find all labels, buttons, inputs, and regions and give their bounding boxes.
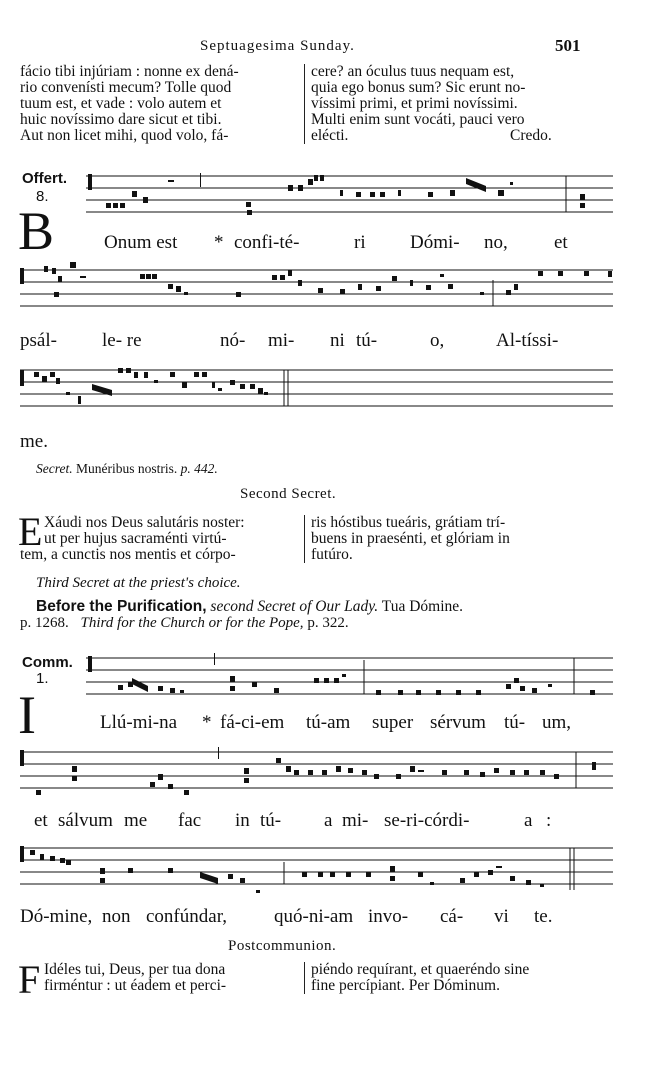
postcommunion-initial: F — [18, 957, 41, 1002]
lyric-asterisk: * — [202, 712, 212, 733]
lyric-syllable: quó-ni-am — [274, 906, 354, 927]
chant-staff-offertory-1 — [18, 170, 618, 230]
lyric-syllable: um, — [542, 712, 572, 733]
postcommunion-text — [20, 962, 588, 994]
lyric-syllable: fá-ci-em — [220, 712, 285, 733]
credo-rubric: Credo. — [510, 127, 552, 144]
lyric-syllable: no, — [484, 232, 508, 253]
second-secret-heading: Second Secret. — [240, 486, 337, 502]
lyric-syllable: se-ri-córdi- — [384, 810, 470, 831]
lyric-syllable: sérvum — [430, 712, 486, 733]
gospel-right-column — [304, 64, 587, 144]
lyric-syllable: psál- — [20, 330, 57, 351]
chant-staff-communion-1 — [18, 652, 618, 712]
page-title: Septuagesima Sunday. — [200, 38, 355, 54]
lyric-syllable: o, — [430, 330, 445, 351]
text-line: huic novíssimo dare sicut et tibi. — [20, 111, 222, 128]
second-secret-right — [304, 515, 587, 563]
lyric-syllable: ri — [354, 232, 366, 253]
text-line: firméntur : ut éadem et perci- — [44, 977, 227, 994]
offertory-lyrics-3: me. — [20, 431, 48, 452]
lyric-syllable: le- re — [102, 330, 142, 351]
text-line: fine percípiant. Per Dóminum. — [311, 977, 500, 994]
text-line: fácio tibi injúriam : nonne ex dená- — [20, 63, 239, 80]
lyric-syllable: et — [554, 232, 568, 253]
secret-line — [36, 461, 218, 477]
second-secret-initial: E — [18, 509, 43, 554]
page-header — [0, 38, 659, 58]
lyric-syllable: te. — [534, 906, 553, 927]
text-line: Multi enim sunt vocáti, pauci vero — [311, 111, 525, 128]
third-secret-rubric: Third Secret at the priest's choice. — [36, 575, 241, 591]
chant-staff-communion-3 — [18, 842, 618, 902]
lyric-syllable: super — [372, 712, 414, 733]
secret-incipit: Munéribus nostris. — [75, 461, 178, 476]
secret-page: p. 442. — [180, 461, 218, 476]
offertory-label: Offert. — [22, 170, 67, 187]
chant-staff-communion-2 — [18, 746, 618, 806]
lyric-syllable: non — [102, 906, 131, 927]
lyric-syllable: Onum est — [104, 232, 178, 253]
chant-staff-offertory-3 — [18, 362, 618, 422]
purification-third: Third for the Church or for the Pope, — [80, 615, 304, 631]
purification-line-1 — [36, 598, 463, 616]
offertory-initial: B — [18, 201, 55, 261]
lyric-syllable: Llú-mi-na — [100, 712, 178, 733]
lyric-syllable: confi-té- — [234, 232, 300, 253]
lyric-syllable: fac — [178, 810, 202, 831]
page-number: 501 — [555, 36, 581, 55]
lyric-syllable: a — [524, 810, 533, 831]
lyric-syllable: ni — [330, 330, 345, 351]
gospel-text — [20, 64, 588, 144]
lyric-syllable: tú- — [504, 712, 526, 733]
lyric-syllable: mi- — [342, 810, 369, 831]
offertory-mode: 8. — [36, 188, 49, 205]
postcommunion-right — [304, 962, 587, 994]
chant-staff-offertory-2 — [18, 262, 618, 322]
lyric-syllable: mi- — [268, 330, 295, 351]
text-line: tuum est, et vade : volo autem et — [20, 95, 222, 112]
lyric-syllable: : — [546, 810, 552, 831]
second-secret-left — [20, 515, 304, 563]
text-line: cere? an óculus tuus nequam est, — [311, 63, 515, 80]
lyric-syllable: sálvum — [58, 810, 113, 831]
lyric-syllable: me — [124, 810, 148, 831]
lyric-syllable: Dómi- — [410, 232, 460, 253]
purification-heading: Before the Purification, — [36, 598, 207, 615]
text-line: quia ego bonus sum? Sic erunt no- — [311, 79, 526, 96]
text-line: víssimi primi, et primi novíssimi. — [311, 95, 518, 112]
communion-label: Comm. — [22, 654, 73, 671]
lyric-syllable: Dó-mine, — [20, 906, 93, 927]
lyric-syllable: a — [324, 810, 333, 831]
text-line: ris hóstibus tueáris, grátiam trí- — [311, 514, 506, 531]
purification-incipit: Tua Dómine. — [381, 598, 464, 615]
postcommunion-left — [20, 962, 304, 994]
text-line: futúro. — [311, 546, 353, 563]
lyric-syllable: et — [34, 810, 48, 831]
communion-initial: I — [18, 685, 36, 745]
purification-page-2: p. 322. — [307, 615, 349, 631]
lyric-syllable: tú- — [356, 330, 378, 351]
lyric-syllable: confúndar, — [146, 906, 228, 927]
lyric-syllable: invo- — [368, 906, 409, 927]
lyric-asterisk: * — [214, 232, 224, 253]
purification-page-1: p. 1268. — [20, 615, 69, 631]
lyric-syllable: tú-am — [306, 712, 351, 733]
second-secret-text — [20, 515, 588, 563]
text-line: Xáudi nos Deus salutáris noster: — [44, 514, 245, 531]
lyric-syllable: in — [235, 810, 250, 831]
communion-mode: 1. — [36, 670, 49, 687]
secret-title: Secret. — [36, 461, 73, 476]
text-line: buens in praesénti, et glóriam in — [311, 530, 510, 547]
lyric-syllable: nó- — [220, 330, 246, 351]
gospel-left-column — [20, 64, 304, 144]
text-line: Aut non licet mihi, quod volo, fá- — [20, 127, 229, 144]
text-line: ut per hujus sacraménti virtú- — [44, 530, 227, 547]
postcommunion-heading: Postcommunion. — [228, 938, 337, 954]
text-line: tem, a cunctis nos mentis et córpo- — [20, 546, 236, 563]
lyric-syllable: tú- — [260, 810, 282, 831]
lyric-syllable: Al-tíssi- — [496, 330, 559, 351]
lyric-syllable: vi — [494, 906, 509, 927]
text-line: rio convenísti mecum? Tolle quod — [20, 79, 232, 96]
text-line: elécti. — [311, 127, 349, 144]
purification-line-2 — [20, 615, 349, 632]
text-line: piéndo requírant, et quaeréndo sine — [311, 961, 530, 978]
lyric-syllable: cá- — [440, 906, 464, 927]
text-line: Idéles tui, Deus, per tua dona — [44, 961, 226, 978]
purification-italic: second Secret of Our Lady. — [210, 598, 379, 615]
